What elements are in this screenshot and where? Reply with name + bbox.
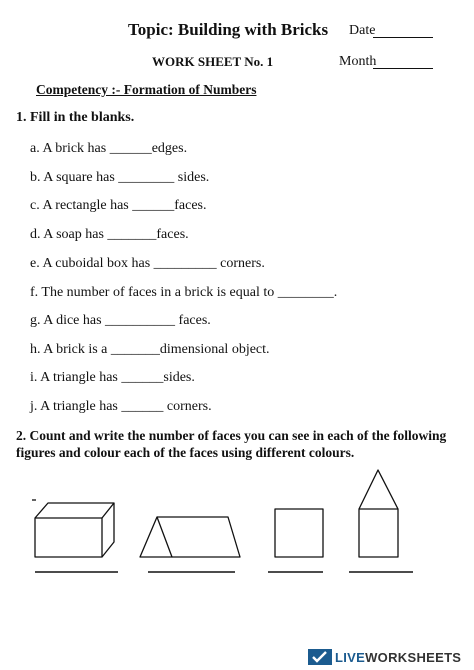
date-blank[interactable] [373, 37, 433, 38]
date-label: Date [349, 23, 376, 38]
competency-heading: Competency :- Formation of Numbers [36, 82, 257, 97]
blank-item-i: i. A triangle has ______sides. [30, 370, 195, 385]
logo-icon [308, 649, 332, 665]
blank-item-a: a. A brick has ______edges. [30, 141, 188, 156]
worksheet-title: Topic: Building with Bricks [128, 20, 329, 39]
blank-item-j: j. A triangle has ______ corners. [30, 399, 212, 414]
blank-item-h: h. A brick is a _______dimensional object. [30, 342, 270, 357]
blank-item-e: e. A cuboidal box has _________ corners. [30, 256, 265, 271]
rectangle-figure [275, 509, 323, 557]
cuboid-figure [35, 503, 114, 557]
blank-item-d: d. A soap has _______faces. [30, 227, 189, 242]
blank-item-b: b. A square has ________ sides. [30, 170, 210, 185]
figures-area [0, 460, 474, 590]
logo-text: LIVEWORKSHEETS [335, 649, 462, 665]
blank-item-g: g. A dice has __________ faces. [30, 313, 211, 328]
liveworksheets-logo[interactable] [308, 648, 461, 666]
question-2-heading: 2. Count and write the number of faces you can see in each of the following figures and colour each of the faces using different colours. [16, 428, 447, 460]
question-1-heading: 1. Fill in the blanks. [16, 110, 135, 125]
month-blank[interactable] [373, 68, 433, 69]
prism-figure [140, 517, 240, 557]
house-figure [359, 470, 398, 557]
month-label: Month [339, 54, 377, 69]
blank-item-c: c. A rectangle has ______faces. [30, 198, 207, 213]
blank-item-f: f. The number of faces in a brick is equal to ________. [30, 285, 338, 300]
worksheet-number: WORK SHEET No. 1 [152, 54, 274, 69]
